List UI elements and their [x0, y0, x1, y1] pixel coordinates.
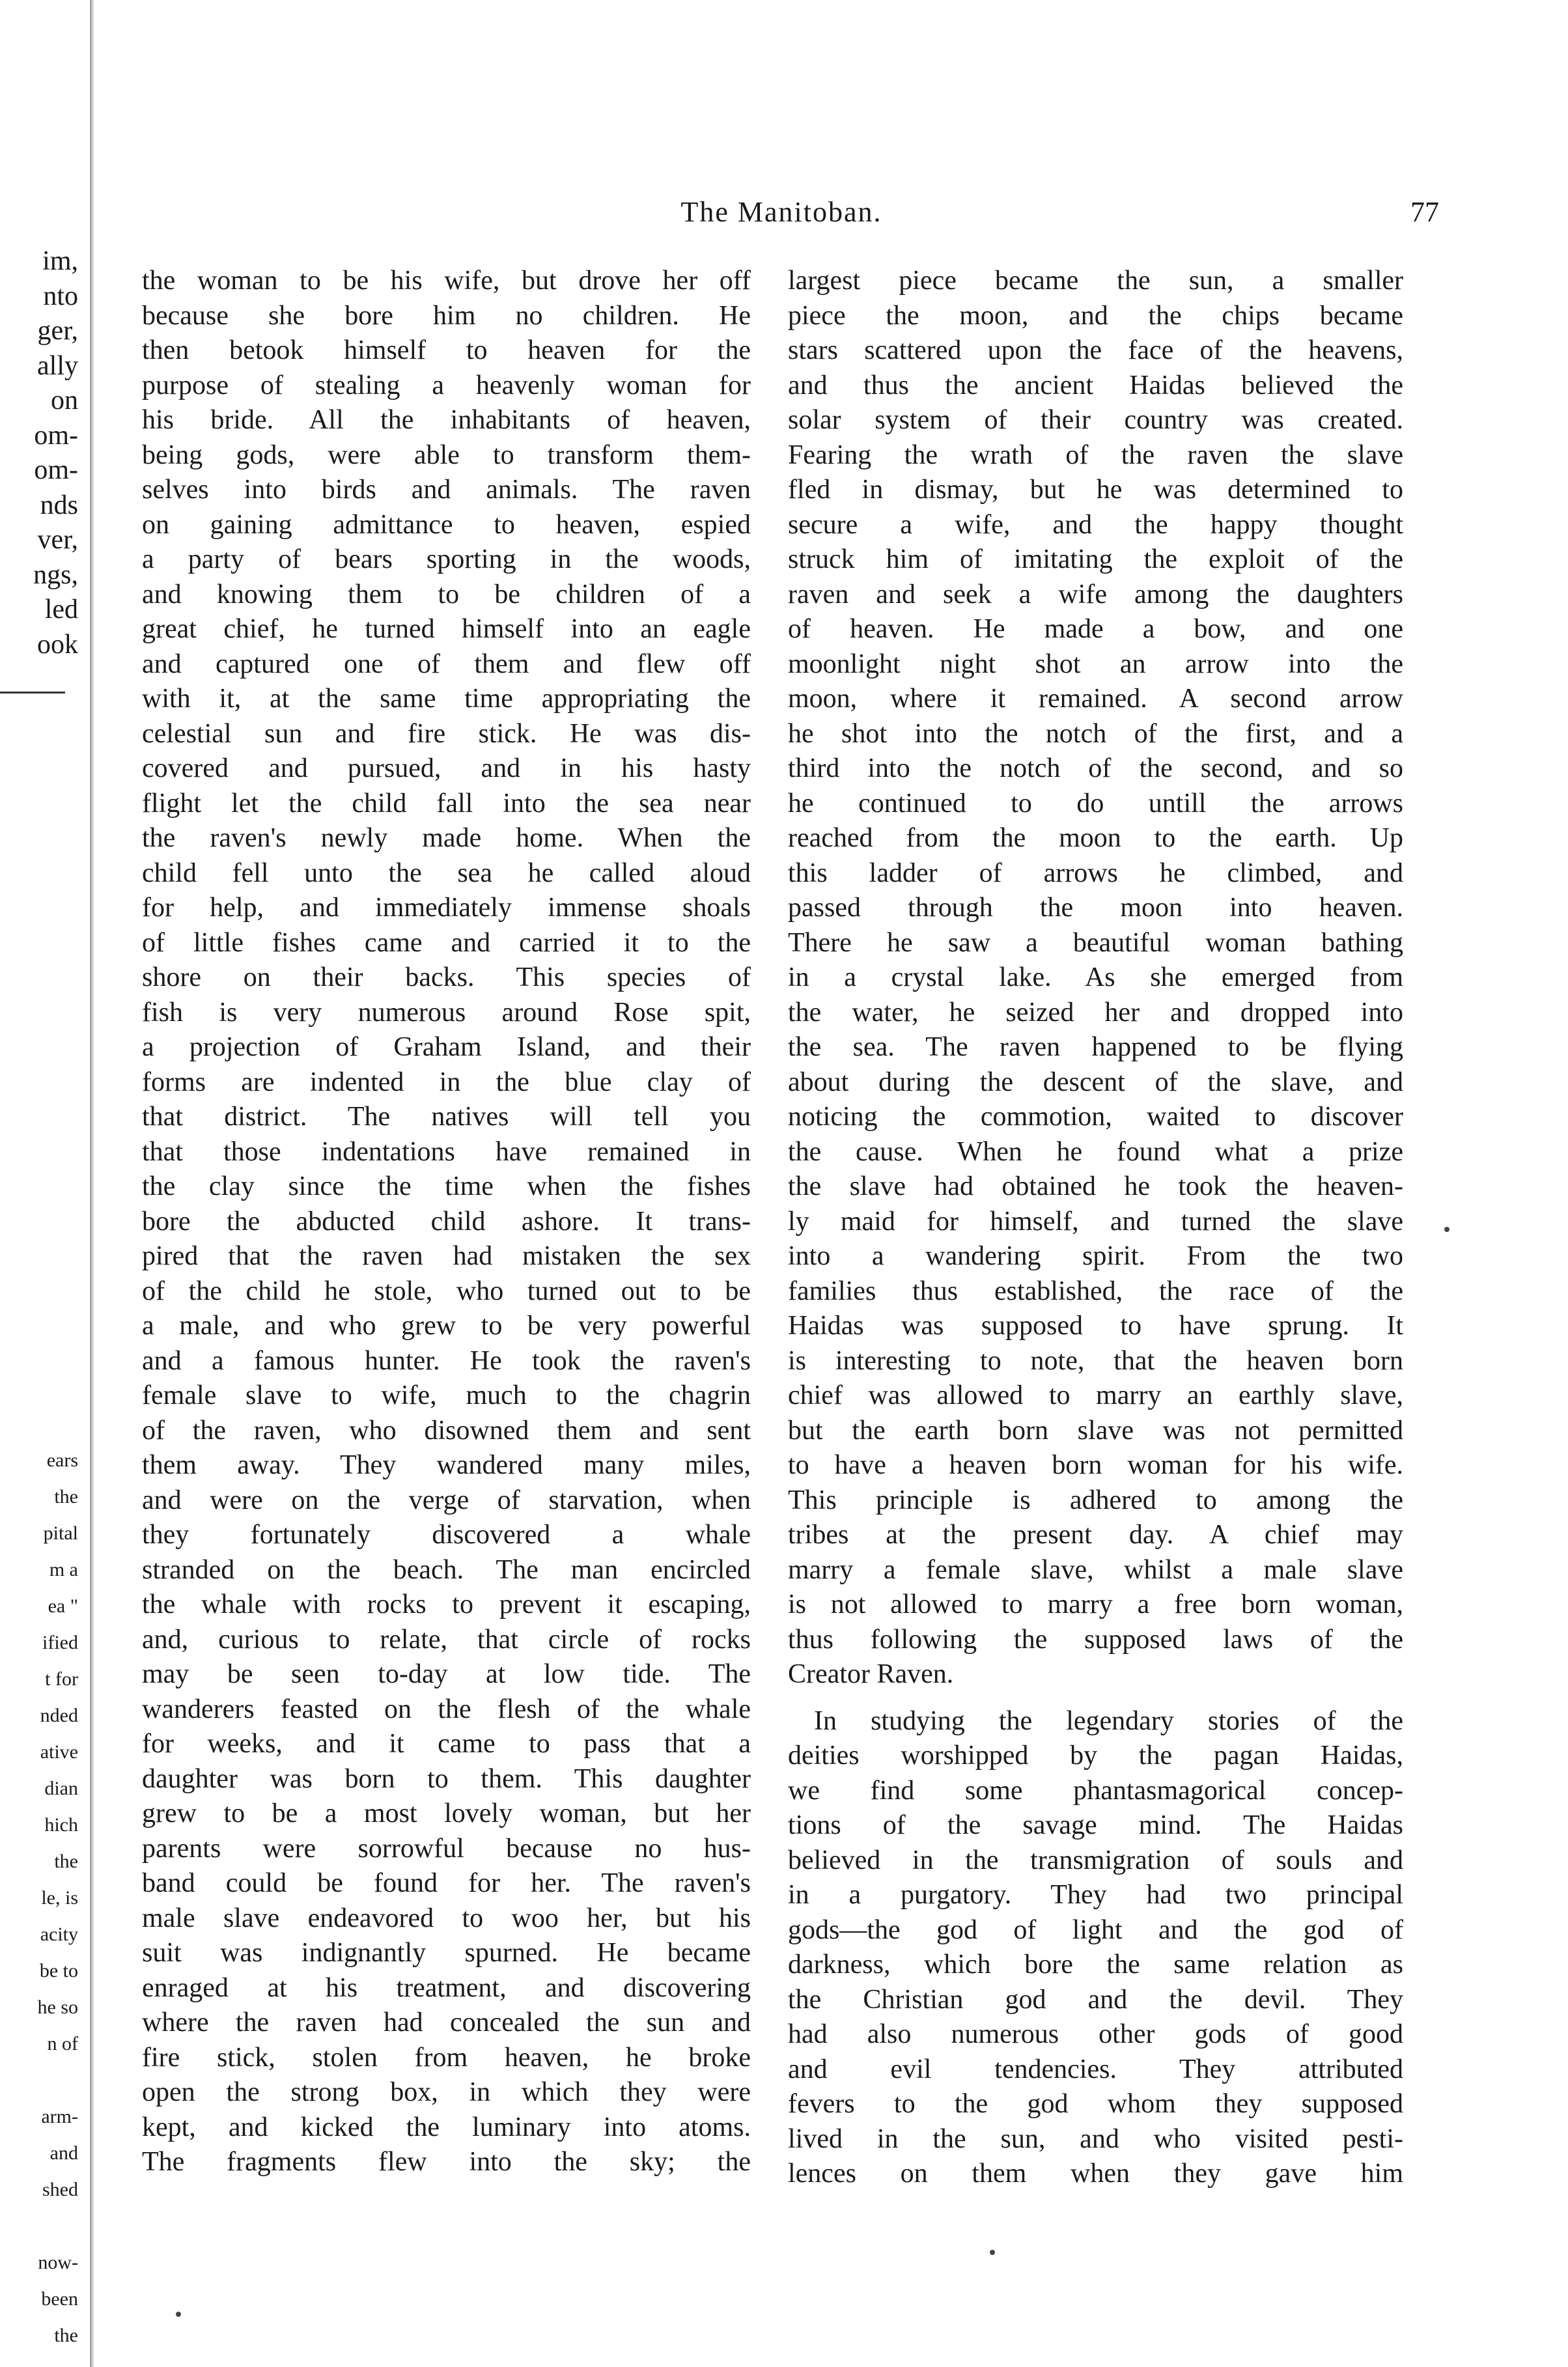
text-line: lived in the sun, and who visited pesti-	[788, 2123, 1403, 2154]
text-line: enraged at his treatment, and discovering	[142, 1972, 751, 2003]
text-line: and were on the verge of starvation, when	[142, 1485, 751, 1515]
text-line: the Christian god and the devil. They	[788, 1984, 1403, 2015]
text-line: for help, and immediately immense shoals	[142, 893, 751, 923]
text-line: male slave endeavored to woo her, but his	[142, 1903, 751, 1933]
ink-speck	[990, 2250, 995, 2255]
text-line: but the earth born slave was not permitted	[788, 1415, 1403, 1446]
text-line: the slave had obtained he took the heaven-	[788, 1171, 1403, 1201]
adjacent-page-fragment: arm-	[41, 2106, 78, 2127]
text-line: the woman to be his wife, but drove her off	[142, 266, 751, 296]
adjacent-page-fragment: dian	[44, 1778, 78, 1799]
text-line: purpose of stealing a heavenly woman for	[142, 370, 751, 400]
text-line: families thus established, the race of the	[788, 1276, 1403, 1306]
text-line: then betook himself to heaven for the	[142, 335, 751, 365]
text-line: darkness, which bore the same relation as	[788, 1950, 1403, 1980]
adjacent-page-text-lower	[0, 1442, 78, 2354]
paragraph-gap	[788, 1692, 1403, 1704]
text-line: ly maid for himself, and turned the slave	[788, 1206, 1403, 1237]
adjacent-page-fragment: ears	[46, 1450, 78, 1471]
adjacent-page-fragment: ea "	[48, 1595, 78, 1617]
adjacent-page-fragment: ger,	[37, 316, 78, 346]
adjacent-page-fragment: nto	[43, 281, 78, 311]
adjacent-page-fragment: shed	[42, 2179, 78, 2200]
adjacent-page-fragment: led	[44, 595, 78, 624]
text-line: fish is very numerous around Rose spit,	[142, 997, 751, 1028]
adjacent-page-fragment: now-	[38, 2252, 78, 2273]
text-line: in a crystal lake. As she emerged from	[788, 962, 1403, 992]
text-line: the cause. When he found what a prize	[788, 1136, 1403, 1167]
text-line: There he saw a beautiful woman bathing	[788, 927, 1403, 958]
adjacent-page-fragment: the	[54, 2325, 78, 2346]
text-line: we find some phantasmagorical concep-	[788, 1775, 1403, 1806]
text-line: secure a wife, and the happy thought	[788, 509, 1403, 540]
text-line: the clay since the time when the fishes	[142, 1171, 751, 1201]
adjacent-page-fragment: and	[49, 2142, 78, 2164]
text-line: third into the notch of the second, and so	[788, 753, 1403, 783]
adjacent-page-fragment: on	[51, 385, 78, 415]
text-line: deities worshipped by the pagan Haidas,	[788, 1741, 1403, 1771]
text-line: of heaven. He made a bow, and one	[788, 614, 1403, 644]
adjacent-page-fragment: ngs,	[33, 559, 78, 590]
adjacent-page-fragment: ative	[40, 1741, 78, 1763]
text-line: fevers to the god whom they supposed	[788, 2089, 1403, 2119]
text-line: kept, and kicked the luminary into atoms.	[142, 2112, 751, 2142]
text-line: Haidas was supposed to have sprung. It	[788, 1311, 1403, 1341]
text-line: for weeks, and it came to pass that a	[142, 1729, 751, 1759]
text-line: into a wandering spirit. From the two	[788, 1241, 1403, 1271]
text-line: bore the abducted child ashore. It trans-	[142, 1206, 751, 1237]
text-line: on gaining admittance to heaven, espied	[142, 509, 751, 540]
running-head: The Manitoban.	[680, 196, 882, 228]
text-line: moonlight night shot an arrow into the	[788, 649, 1403, 679]
text-line: Fearing the wrath of the raven the slave	[788, 440, 1403, 470]
adjacent-page-fragment: be to	[39, 1960, 78, 1982]
text-line: the whale with rocks to prevent it escaping,	[142, 1590, 751, 1619]
text-line: forms are indented in the blue clay of	[142, 1067, 751, 1097]
adjacent-page-fragment: im,	[42, 246, 78, 276]
text-line: and captured one of them and flew off	[142, 649, 751, 679]
adjacent-page-fragment: ally	[37, 350, 78, 381]
text-line: that those indentations have remained in	[142, 1136, 751, 1167]
adjacent-page-rule	[0, 692, 65, 693]
text-line: pired that the raven had mistaken the sex	[142, 1241, 751, 1271]
text-line: chief was allowed to marry an earthly slave,	[788, 1380, 1403, 1410]
text-line: struck him of imitating the exploit of the	[788, 544, 1403, 574]
text-line: his bride. All the inhabitants of heaven,	[142, 405, 751, 435]
adjacent-page-fragment: the	[54, 1851, 78, 1872]
adjacent-page-fragment: ified	[42, 1632, 78, 1653]
adjacent-page-fragment: t for	[45, 1668, 78, 1690]
text-line: is interesting to note, that the heaven born	[788, 1345, 1403, 1376]
adjacent-page-fragment: been	[41, 2288, 78, 2310]
text-line: female slave to wife, much to the chagrin	[142, 1380, 751, 1410]
text-line: of the child he stole, who turned out to be	[142, 1276, 751, 1306]
ink-speck	[176, 2312, 181, 2317]
text-line: the raven's newly made home. When the	[142, 823, 751, 853]
text-line: they fortunately discovered a whale	[142, 1520, 751, 1550]
adjacent-page-fragment: nds	[40, 490, 78, 520]
text-line: daughter was born to them. This daughter	[142, 1763, 751, 1794]
text-line: tribes at the present day. A chief may	[788, 1520, 1403, 1550]
text-line: Creator Raven.	[788, 1659, 954, 1689]
text-line: and thus the ancient Haidas believed the	[788, 370, 1403, 400]
text-line: shore on their backs. This species of	[142, 962, 751, 992]
adjacent-page-fragment: nded	[40, 1705, 78, 1726]
text-line: solar system of their country was created.	[788, 405, 1403, 435]
text-line: fled in dismay, but he was determined to	[788, 475, 1403, 505]
text-line: moon, where it remained. A second arrow	[788, 684, 1403, 714]
text-line: he continued to do untill the arrows	[788, 788, 1403, 819]
adjacent-page-fragment: hich	[44, 1814, 78, 1836]
adjacent-page-fragment: acity	[40, 1924, 78, 1945]
text-line: stars scattered upon the face of the heavens,	[788, 335, 1403, 365]
text-line: covered and pursued, and in his hasty	[142, 753, 751, 783]
text-line: grew to be a most lovely woman, but her	[142, 1799, 751, 1828]
text-line: believed in the transmigration of souls and	[788, 1845, 1403, 1875]
text-line: reached from the moon to the earth. Up	[788, 823, 1403, 853]
adjacent-page-fragment: ver,	[37, 525, 78, 555]
adjacent-page-fragment: m a	[49, 1559, 78, 1580]
text-line: The fragments flew into the sky; the	[142, 2147, 751, 2177]
text-line: In studying the legendary stories of the	[814, 1705, 1403, 1736]
text-line: in a purgatory. They had two principal	[788, 1880, 1403, 1910]
text-line: had also numerous other gods of good	[788, 2019, 1403, 2049]
adjacent-page-fragment	[0, 2062, 78, 2099]
adjacent-page-fragment: pital	[43, 1522, 78, 1544]
adjacent-page-text-upper	[0, 244, 78, 662]
text-line: largest piece became the sun, a smaller	[788, 266, 1403, 296]
text-line: and a famous hunter. He took the raven's	[142, 1345, 751, 1376]
text-line: stranded on the beach. The man encircled	[142, 1554, 751, 1585]
page-number: 77	[1410, 196, 1439, 228]
text-line: a male, and who grew to be very powerful	[142, 1311, 751, 1341]
text-line: celestial sun and fire stick. He was dis-	[142, 718, 751, 749]
adjacent-page-fragment: le, is	[41, 1887, 78, 1909]
text-line: parents were sorrowful because no hus-	[142, 1833, 751, 1864]
adjacent-page-fragment: the	[54, 1486, 78, 1507]
text-line: band could be found for her. The raven's	[142, 1868, 751, 1898]
text-line: being gods, were able to transform them-	[142, 440, 751, 470]
text-line: fire stick, stolen from heaven, he broke	[142, 2042, 751, 2073]
text-line: tions of the savage mind. The Haidas	[788, 1810, 1403, 1840]
adjacent-page-fragment: ook	[37, 629, 78, 660]
text-line: and, curious to relate, that circle of rocks	[142, 1624, 751, 1655]
page-gutter-shadow	[90, 0, 94, 2367]
text-line: this ladder of arrows he climbed, and	[788, 858, 1403, 888]
adjacent-page-fragment: he so	[37, 1996, 78, 2018]
text-line: open the strong box, in which they were	[142, 2077, 751, 2107]
text-line: may be seen to-day at low tide. The	[142, 1659, 751, 1689]
text-line: This principle is adhered to among the	[788, 1485, 1403, 1515]
text-column-right	[788, 264, 1403, 2192]
adjacent-page-fragment: om-	[34, 420, 78, 451]
text-line: with it, at the same time appropriating the	[142, 684, 751, 714]
text-line: and evil tendencies. They attributed	[788, 2054, 1403, 2084]
adjacent-page-fragment	[0, 2208, 78, 2245]
text-line: a party of bears sporting in the woods,	[142, 544, 751, 574]
text-line: of little fishes came and carried it to the	[142, 927, 751, 958]
text-line: flight let the child fall into the sea near	[142, 788, 751, 819]
text-line: lences on them when they gave him	[788, 2159, 1403, 2189]
text-line: wanderers feasted on the flesh of the whale	[142, 1694, 751, 1724]
text-line: them away. They wandered many miles,	[142, 1450, 751, 1480]
text-line: marry a female slave, whilst a male slave	[788, 1554, 1403, 1585]
text-line: suit was indignantly spurned. He became	[142, 1938, 751, 1968]
text-line: the water, he seized her and dropped into	[788, 997, 1403, 1028]
text-line: selves into birds and animals. The raven	[142, 475, 751, 505]
text-line: to have a heaven born woman for his wife.	[788, 1450, 1403, 1480]
ink-speck	[1444, 1227, 1449, 1232]
text-line: he shot into the notch of the first, and a	[788, 718, 1403, 749]
text-line: about during the descent of the slave, and	[788, 1067, 1403, 1097]
text-line: piece the moon, and the chips became	[788, 300, 1403, 331]
text-line: raven and seek a wife among the daughters	[788, 579, 1403, 609]
text-line: a projection of Graham Island, and their	[142, 1032, 751, 1062]
text-line: gods—the god of light and the god of	[788, 1914, 1403, 1945]
text-line: is not allowed to marry a free born woman,	[788, 1590, 1403, 1619]
text-line: child fell unto the sea he called aloud	[142, 858, 751, 888]
text-column-left	[142, 264, 751, 2180]
adjacent-page-fragment: n of	[47, 2033, 78, 2054]
text-line: of the raven, who disowned them and sent	[142, 1415, 751, 1446]
text-line: passed through the moon into heaven.	[788, 893, 1403, 923]
text-line: where the raven had concealed the sun and	[142, 2008, 751, 2038]
text-line: great chief, he turned himself into an eagle	[142, 614, 751, 644]
text-line: the sea. The raven happened to be flying	[788, 1032, 1403, 1062]
text-line: that district. The natives will tell you	[142, 1102, 751, 1132]
text-line: and knowing them to be children of a	[142, 579, 751, 609]
text-line: because she bore him no children. He	[142, 300, 751, 331]
text-line: noticing the commotion, waited to discover	[788, 1102, 1403, 1132]
text-line: thus following the supposed laws of the	[788, 1624, 1403, 1655]
adjacent-page-fragment: om-	[34, 455, 78, 485]
